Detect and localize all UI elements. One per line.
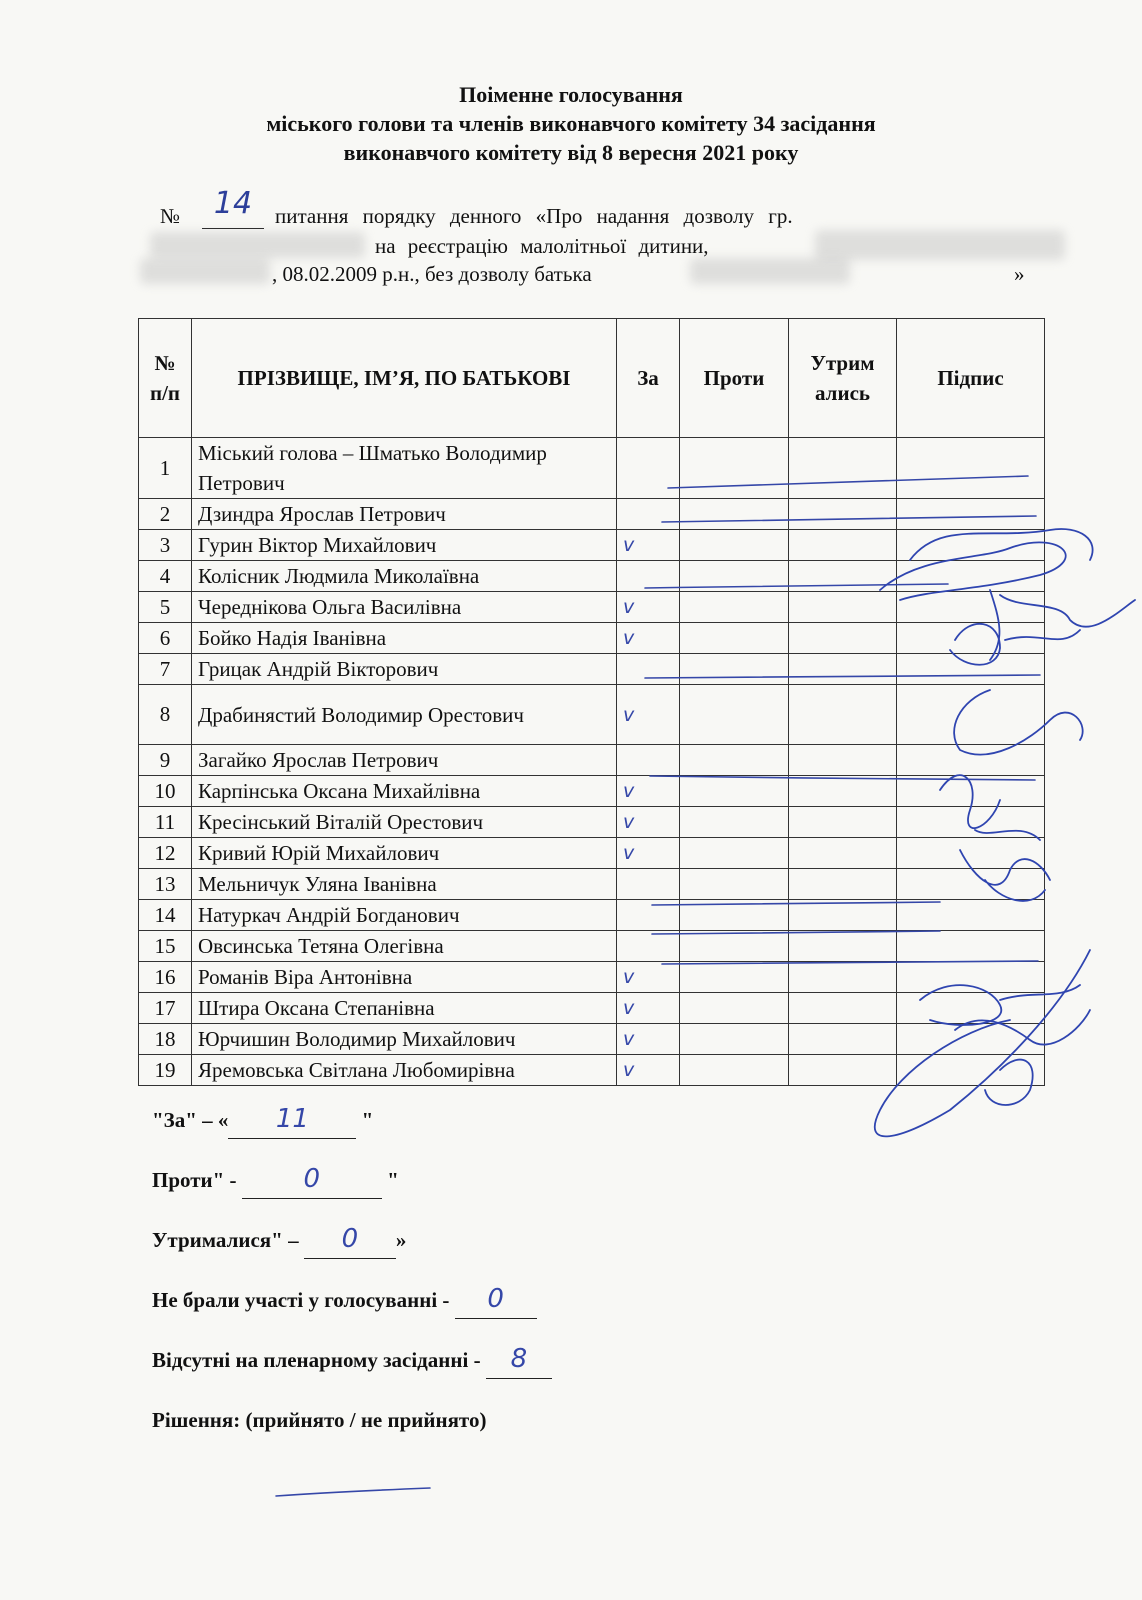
- signature-cell: [897, 962, 1045, 993]
- vote-for-mark: v: [617, 592, 680, 623]
- table-row: [139, 931, 1045, 962]
- table-row: [139, 838, 1045, 869]
- row-number: 13: [139, 869, 192, 900]
- vote-for-mark: v: [617, 838, 680, 869]
- vote-for-mark: v: [617, 776, 680, 807]
- signature-cell: [897, 623, 1045, 654]
- vote-abstain-cell: [789, 838, 897, 869]
- member-name: Колісник Людмила Миколаївна: [192, 561, 617, 592]
- table-row: [139, 623, 1045, 654]
- table-row: [139, 530, 1045, 561]
- vote-abstain-cell: [789, 654, 897, 685]
- table-row: [139, 776, 1045, 807]
- table-row: [139, 1055, 1045, 1086]
- decision-underline: [276, 1488, 430, 1496]
- vote-for-mark: v: [617, 962, 680, 993]
- vote-abstain-cell: [789, 685, 897, 745]
- vote-against-cell: [680, 499, 789, 530]
- vote-against-cell: [680, 438, 789, 499]
- row-number: 18: [139, 1024, 192, 1055]
- summary-decision-label: Рішення: (прийнято / не прийнято): [152, 1408, 487, 1432]
- vote-against-cell: [680, 931, 789, 962]
- member-name: Овсинська Тетяна Олегівна: [192, 931, 617, 962]
- vote-against-cell: [680, 592, 789, 623]
- signature-cell: [897, 993, 1045, 1024]
- agenda-line-2: на реєстрацію малолітньої дитини,: [375, 234, 709, 258]
- table-row: [139, 807, 1045, 838]
- vote-for-mark: [617, 900, 680, 931]
- row-number: 4: [139, 561, 192, 592]
- vote-against-cell: [680, 1024, 789, 1055]
- row-number: 9: [139, 745, 192, 776]
- vote-for-mark: [617, 931, 680, 962]
- agenda-closing-quote: »: [1014, 262, 1025, 286]
- vote-abstain-cell: [789, 962, 897, 993]
- summary-for-end: ": [356, 1108, 374, 1132]
- summary-abstain-label: Утрималися" –: [152, 1228, 304, 1252]
- vote-against-cell: [680, 745, 789, 776]
- vote-against-cell: [680, 993, 789, 1024]
- signature-cell: [897, 931, 1045, 962]
- signature-cell: [897, 745, 1045, 776]
- redacted-area-2: [815, 230, 1065, 260]
- row-number: 12: [139, 838, 192, 869]
- signature-cell: [897, 1055, 1045, 1086]
- member-name: Кресінський Віталій Орестович: [192, 807, 617, 838]
- member-name: Кривий Юрій Михайлович: [192, 838, 617, 869]
- vote-against-cell: [680, 869, 789, 900]
- redacted-area-1: [150, 232, 365, 258]
- vote-abstain-cell: [789, 530, 897, 561]
- summary-for-label: "За" – «: [152, 1108, 229, 1132]
- vote-against-cell: [680, 962, 789, 993]
- table-row: [139, 993, 1045, 1024]
- row-number: 5: [139, 592, 192, 623]
- signature-cell: [897, 838, 1045, 869]
- member-name: Юрчишин Володимир Михайлович: [192, 1024, 617, 1055]
- row-number: 3: [139, 530, 192, 561]
- row-number: 17: [139, 993, 192, 1024]
- member-name: Дзиндра Ярослав Петрович: [192, 499, 617, 530]
- summary-absent-value: 8: [486, 1348, 552, 1379]
- member-name: Штира Оксана Степанівна: [192, 993, 617, 1024]
- summary-decision: [152, 1408, 552, 1468]
- vote-abstain-cell: [789, 900, 897, 931]
- signature-cell: [897, 530, 1045, 561]
- member-name: Бойко Надія Іванівна: [192, 623, 617, 654]
- number-sign: №: [160, 204, 181, 228]
- agenda-line-1: питання порядку денного «Про надання дозволу гр.: [275, 204, 793, 228]
- title-line-3: виконавчого комітету від 8 вересня 2021 року: [343, 140, 799, 165]
- table-row: [139, 561, 1045, 592]
- agenda-line-3: , 08.02.2009 р.н., без дозволу батька: [272, 262, 592, 286]
- vote-against-cell: [680, 530, 789, 561]
- vote-for-mark: [617, 869, 680, 900]
- summary-abstain-value: 0: [304, 1228, 396, 1259]
- header-for: За: [617, 319, 680, 438]
- vote-summary: [152, 1104, 552, 1468]
- vote-for-mark: [617, 499, 680, 530]
- row-number: 8: [139, 685, 192, 745]
- row-number: 11: [139, 807, 192, 838]
- member-name: Мельничук Уляна Іванівна: [192, 869, 617, 900]
- vote-abstain-cell: [789, 931, 897, 962]
- vote-abstain-cell: [789, 499, 897, 530]
- signature-cell: [897, 869, 1045, 900]
- redacted-area-4: [690, 258, 850, 284]
- vote-abstain-cell: [789, 807, 897, 838]
- vote-for-mark: [617, 654, 680, 685]
- header-num: № п/п: [139, 319, 192, 438]
- vote-for-mark: v: [617, 807, 680, 838]
- signature-cell: [897, 561, 1045, 592]
- signature-cell: [897, 1024, 1045, 1055]
- vote-against-cell: [680, 1055, 789, 1086]
- vote-abstain-cell: [789, 1055, 897, 1086]
- vote-for-mark: [617, 561, 680, 592]
- signature-cell: [897, 807, 1045, 838]
- vote-for-mark: [617, 745, 680, 776]
- vote-for-mark: v: [617, 1024, 680, 1055]
- member-name: Загайко Ярослав Петрович: [192, 745, 617, 776]
- header-against: Проти: [680, 319, 789, 438]
- member-name: Драбинястий Володимир Орестович: [192, 685, 617, 745]
- header-name: ПРІЗВИЩЕ, ІМ’Я, ПО БАТЬКОВІ: [192, 319, 617, 438]
- redacted-area-3: [140, 258, 270, 284]
- summary-abstain: [152, 1224, 552, 1288]
- member-name: Грицак Андрій Вікторович: [192, 654, 617, 685]
- vote-against-cell: [680, 685, 789, 745]
- vote-for-mark: v: [617, 1055, 680, 1086]
- header-abstain: Утрим ались: [789, 319, 897, 438]
- vote-abstain-cell: [789, 776, 897, 807]
- row-number: 14: [139, 900, 192, 931]
- member-name: Міський голова – Шматько Володимир Петрович: [192, 438, 617, 499]
- table-row: [139, 869, 1045, 900]
- summary-against: [152, 1164, 552, 1228]
- summary-for-value: 11: [228, 1108, 356, 1139]
- summary-against-value: 0: [242, 1168, 382, 1199]
- signature-cell: [897, 592, 1045, 623]
- vote-abstain-cell: [789, 623, 897, 654]
- document-title: [0, 80, 1142, 167]
- vote-for-mark: v: [617, 993, 680, 1024]
- vote-abstain-cell: [789, 561, 897, 592]
- member-name: Натуркач Андрій Богданович: [192, 900, 617, 931]
- title-line-1: Поіменне голосування: [459, 82, 683, 107]
- signature-cell: [897, 685, 1045, 745]
- member-name: Романів Віра Антонівна: [192, 962, 617, 993]
- summary-for: [152, 1104, 552, 1168]
- member-name: Яремовська Світлана Любомирівна: [192, 1055, 617, 1086]
- table-row: [139, 592, 1045, 623]
- vote-abstain-cell: [789, 1024, 897, 1055]
- table-row: [139, 900, 1045, 931]
- summary-absent: [152, 1344, 552, 1408]
- vote-against-cell: [680, 561, 789, 592]
- member-name: Гурин Віктор Михайлович: [192, 530, 617, 561]
- agenda-number-handwritten: 14: [202, 190, 264, 229]
- row-number: 6: [139, 623, 192, 654]
- vote-against-cell: [680, 838, 789, 869]
- vote-abstain-cell: [789, 869, 897, 900]
- signature-cell: [897, 654, 1045, 685]
- header-signature: Підпис: [897, 319, 1045, 438]
- summary-not-voted-label: Не брали участі у голосуванні -: [152, 1288, 455, 1312]
- vote-abstain-cell: [789, 745, 897, 776]
- voting-table: [138, 318, 1045, 1086]
- vote-abstain-cell: [789, 592, 897, 623]
- summary-not-voted-value: 0: [455, 1288, 537, 1319]
- vote-against-cell: [680, 807, 789, 838]
- signature-cell: [897, 499, 1045, 530]
- vote-for-mark: v: [617, 685, 680, 745]
- member-name: Череднікова Ольга Василівна: [192, 592, 617, 623]
- table-row: [139, 962, 1045, 993]
- summary-against-label: Проти" -: [152, 1168, 242, 1192]
- vote-against-cell: [680, 654, 789, 685]
- summary-abstain-end: »: [395, 1228, 407, 1252]
- signature-cell: [897, 776, 1045, 807]
- row-number: 1: [139, 438, 192, 499]
- summary-against-end: ": [381, 1168, 399, 1192]
- row-number: 10: [139, 776, 192, 807]
- member-name: Карпінська Оксана Михайлівна: [192, 776, 617, 807]
- vote-against-cell: [680, 900, 789, 931]
- signature-cell: [897, 900, 1045, 931]
- summary-absent-label: Відсутні на пленарному засіданні -: [152, 1348, 486, 1372]
- vote-against-cell: [680, 776, 789, 807]
- row-number: 7: [139, 654, 192, 685]
- table-row: [139, 745, 1045, 776]
- vote-against-cell: [680, 623, 789, 654]
- row-number: 15: [139, 931, 192, 962]
- row-number: 19: [139, 1055, 192, 1086]
- vote-abstain-cell: [789, 438, 897, 499]
- row-number: 2: [139, 499, 192, 530]
- signature-cell: [897, 438, 1045, 499]
- vote-for-mark: [617, 438, 680, 499]
- table-row: [139, 685, 1045, 745]
- table-row: [139, 499, 1045, 530]
- vote-abstain-cell: [789, 993, 897, 1024]
- vote-for-mark: v: [617, 530, 680, 561]
- table-row: [139, 1024, 1045, 1055]
- table-row: [139, 438, 1045, 499]
- title-line-2: міського голови та членів виконавчого комітету 34 засідання: [266, 111, 876, 136]
- summary-not-voted: [152, 1284, 552, 1348]
- table-row: [139, 654, 1045, 685]
- row-number: 16: [139, 962, 192, 993]
- vote-for-mark: v: [617, 623, 680, 654]
